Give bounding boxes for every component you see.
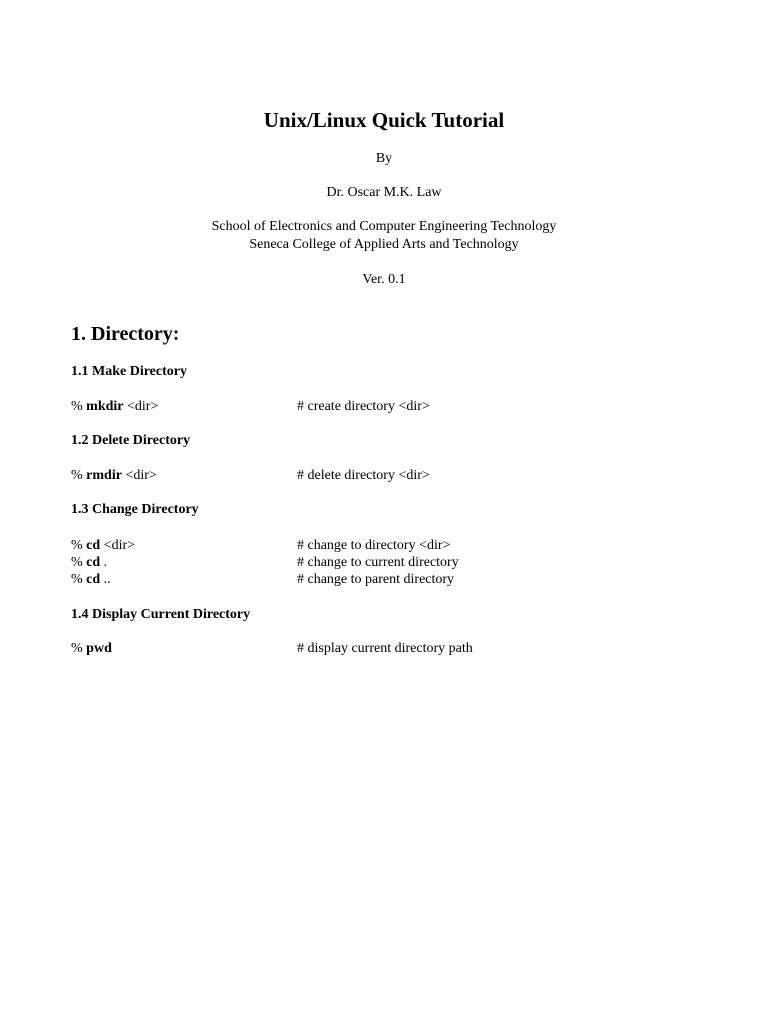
- command-text: % cd ..: [71, 572, 111, 587]
- command-comment: # delete directory <dir>: [297, 468, 430, 483]
- command-text: % cd <dir>: [71, 538, 136, 553]
- command-row: [71, 640, 711, 657]
- subsection-title: 1.1 Make Directory: [71, 364, 187, 379]
- command-name: cd: [86, 538, 101, 553]
- section-heading: 1. Directory:: [71, 323, 180, 345]
- command-name: mkdir: [86, 399, 124, 414]
- command-comment: # change to parent directory: [297, 572, 455, 587]
- subsection-title: 1.4 Display Current Directory: [71, 607, 251, 622]
- command-row: [71, 398, 711, 415]
- subsection-title: 1.3 Change Directory: [71, 502, 199, 517]
- command-row: [71, 554, 711, 571]
- author-name: Dr. Oscar M.K. Law: [326, 185, 442, 200]
- command-row: [71, 571, 711, 588]
- byline-label: By: [375, 151, 393, 166]
- subsection-title: 1.2 Delete Directory: [71, 433, 191, 448]
- version-label: Ver. 0.1: [362, 272, 406, 287]
- college-name: Seneca College of Applied Arts and Technology: [249, 237, 519, 252]
- command-name: rmdir: [86, 468, 122, 483]
- command-name: pwd: [86, 641, 112, 656]
- command-row: [71, 467, 711, 484]
- command-comment: # create directory <dir>: [297, 399, 430, 414]
- command-text: % cd .: [71, 555, 108, 570]
- school-name: School of Electronics and Computer Engineering Technology: [211, 219, 557, 234]
- command-name: cd: [86, 555, 101, 570]
- command-text: % mkdir <dir>: [71, 399, 159, 414]
- command-text: % pwd: [71, 641, 112, 656]
- command-name: cd: [86, 572, 101, 587]
- command-comment: # display current directory path: [297, 641, 473, 656]
- document-title: Unix/Linux Quick Tutorial: [263, 108, 505, 132]
- command-comment: # change to directory <dir>: [297, 538, 451, 553]
- command-text: % rmdir <dir>: [71, 468, 157, 483]
- command-row: [71, 537, 711, 554]
- command-comment: # change to current directory: [297, 555, 459, 570]
